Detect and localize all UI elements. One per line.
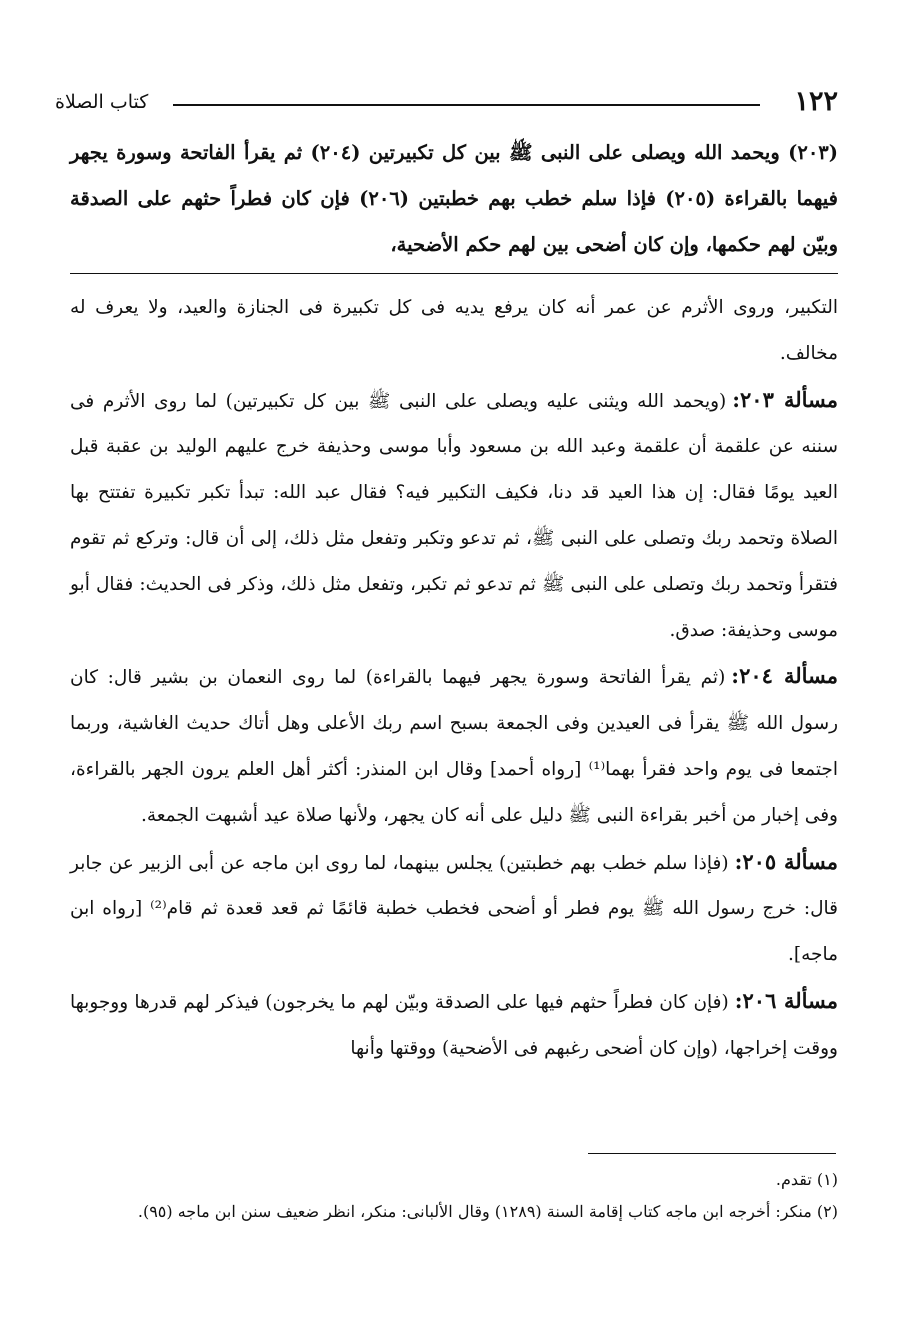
running-title: كتاب الصلاة bbox=[55, 91, 149, 113]
header-rule bbox=[173, 104, 760, 106]
masala-text: (ثم يقرأ الفاتحة وسورة يجهر فيهما بالقراءة) لما روى النعمان بن بشير قال: كان رسول الله ﷺ يقرأ فى العيدين وفى الجمعة بسبح اسم ربك الأعلى وهل أتاك حديث الغاشية، وربما اجتمعا فى يوم واحد فقرأ بهما⁽¹⁾ [رواه أحمد] وقال ابن المنذر: أكثر أهل العلم يرون الجهر بالقراءة، وفى إخبار من أخبر بقراءة النبى ﷺ دليل على أنه كان يجهر، ولأنها صلاة عيد أشبهت الجمعة. bbox=[70, 667, 838, 826]
commentary bbox=[70, 285, 838, 1072]
matn-separator bbox=[70, 273, 838, 274]
commentary-intro: التكبير، وروى الأثرم عن عمر أنه كان يرفع يديه فى كل تكبيرة فى الجنازة والعيد، ولا يعرف له مخالف. bbox=[70, 297, 838, 364]
masala-text: (فإن كان فطراً حثهم فيها على الصدقة وبيّن لهم ما يخرجون) فيذكر لهم قدرها ووجوبها ووقت إخراجها، (وإن كان أضحى رغبهم فى الأضحية) ووقتها وأنها bbox=[70, 991, 838, 1059]
masala-205 bbox=[70, 839, 838, 978]
page-header bbox=[55, 84, 838, 120]
masala-label: مسألة ٢٠٤: bbox=[731, 663, 838, 689]
footnote-1: (١) تقدم. bbox=[775, 1170, 838, 1189]
masala-203 bbox=[70, 377, 838, 654]
matn-text: (٢٠٣) ويحمد الله ويصلى على النبى ﷺ بين كل تكبيرتين (٢٠٤) ثم يقرأ الفاتحة وسورة يجهر فيهما بالقراءة (٢٠٥) فإذا سلم خطب بهم خطبتين (٢٠٦) فإن كان فطراً حثهم على الصدقة وبيّن لهم حكمها، وإن كان أضحى بين لهم حكم الأضحية، bbox=[70, 141, 838, 256]
page-number: ١٢٢ bbox=[794, 86, 838, 117]
masala-label: مسألة ٢٠٦: bbox=[734, 987, 838, 1013]
masala-text: (فإذا سلم خطب بهم خطبتين) يجلس بينهما، لما روى ابن ماجه عن أبى الزبير عن جابر قال: خرج رسول الله ﷺ يوم فطر أو أضحى فخطب خطبة قائمًا ثم قعد قعدة ثم قام⁽²⁾ [رواه ابن ماجه]. bbox=[70, 852, 838, 966]
masala-label: مسألة ٢٠٣: bbox=[732, 386, 838, 412]
footnotes bbox=[70, 1164, 838, 1228]
footnote-separator bbox=[588, 1153, 836, 1154]
footnote-2: (٢) منكر: أخرجه ابن ماجه كتاب إقامة السنة (١٢٨٩) وقال الألبانى: منكر، انظر ضعيف سنن ابن ماجه (٩٥). bbox=[137, 1202, 838, 1221]
masala-204 bbox=[70, 653, 838, 838]
masala-206 bbox=[70, 978, 838, 1072]
masala-label: مسألة ٢٠٥: bbox=[734, 848, 838, 874]
masala-text: (ويحمد الله ويثنى عليه ويصلى على النبى ﷺ بين كل تكبيرتين) لما روى الأثرم فى سننه عن علقمة أن علقمة وعبد الله بن مسعود وأبا موسى وحذيفة خرج عليهم الوليد بن عقبة قبل العيد يومًا فقال: إن هذا العيد قد دنا، فكيف التكبير فيه؟ فقال عبد الله: تبدأ تكبر تكبيرة تفتتح بها الصلاة وتحمد ربك وتصلى على النبى ﷺ، ثم تدعو وتكبر وتفعل مثل ذلك، إلى أن قال: وتركع ثم تقوم فتقرأ وتحمد ربك وتصلى على النبى ﷺ ثم تدعو ثم تكبر، وتفعل مثل ذلك، وذكر فى الحديث: فقال أبو موسى وحذيفة: صدق. bbox=[70, 390, 838, 641]
